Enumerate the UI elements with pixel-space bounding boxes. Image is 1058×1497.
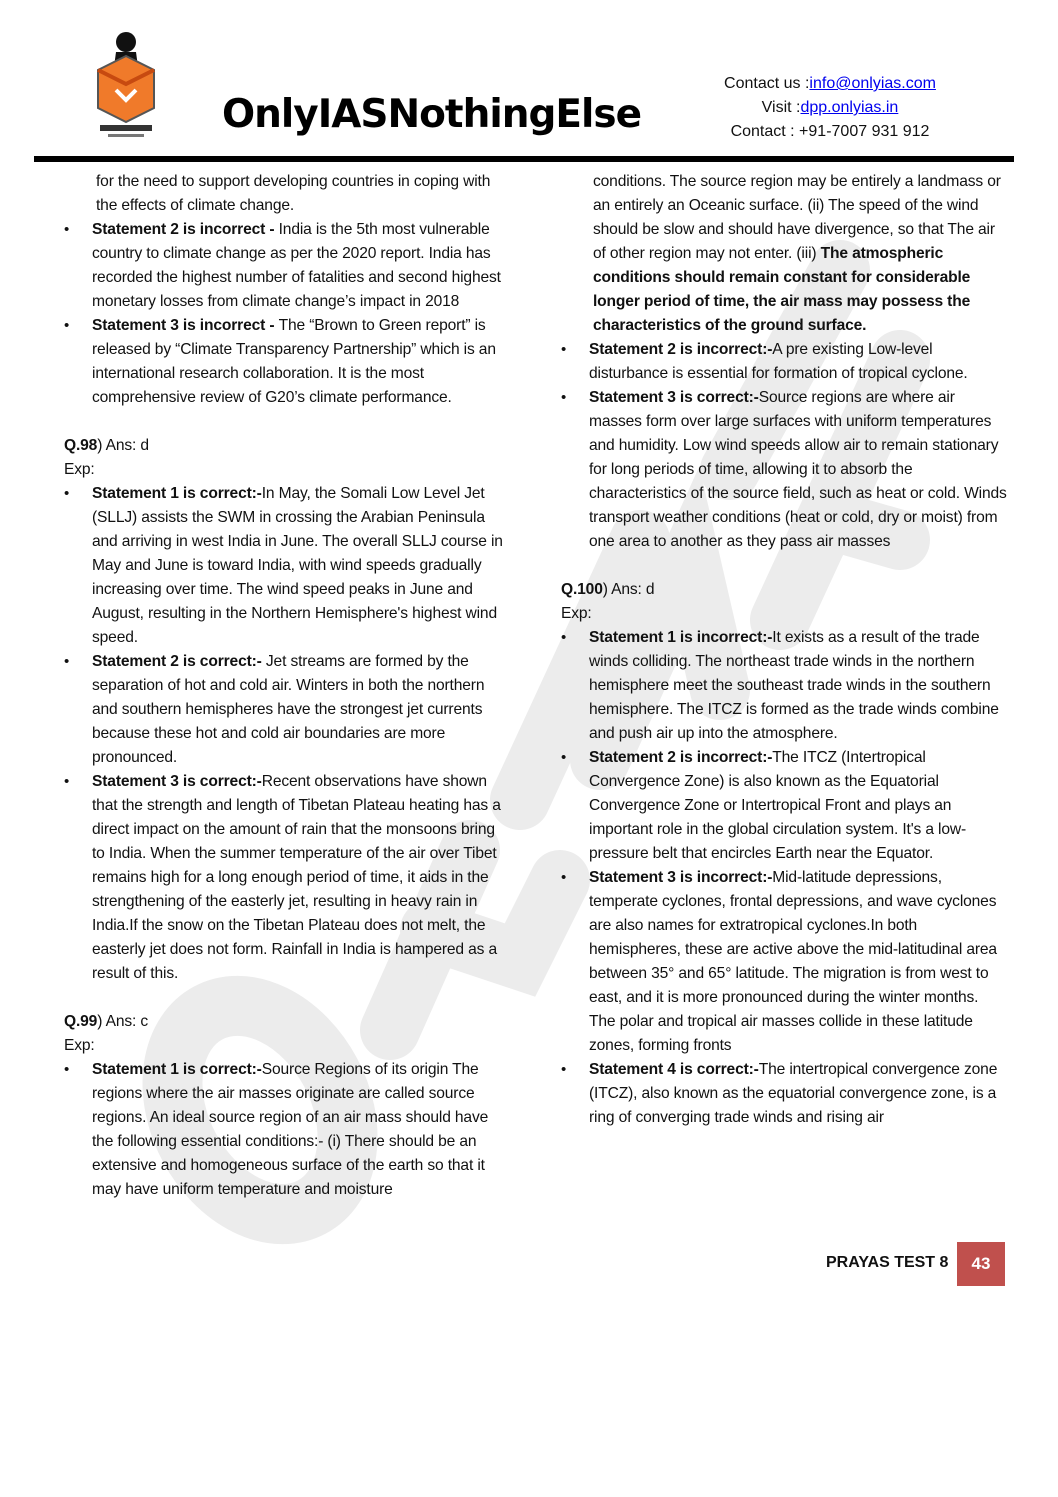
list-item: • Statement 1 is correct:-In May, the Somali Low Level Jet (SLLJ) assists the SWM in crossing the Arabian Peninsula and arriving in west India in June. The overall SLLJ course in May and June is toward India, with wind speeds gradually increasing over time. The wind speed peaks in June and August, resulting in the Northern Hemisphere's highest wind speed. [64, 482, 504, 650]
right-section-1 [561, 170, 1007, 554]
answer-line: Q.99) Ans: c [64, 1013, 149, 1030]
list-item: • Statement 3 is incorrect:-Mid-latitude depressions, temperate cyclones, frontal depressions, and wave cyclones are also names for extratropical cyclones.In both hemispheres, these are active above the mid-latitudinal area between 35° and 65° latitude. The migration is from west to east, and it is more pronounced during the winter months. The polar and tropical air masses collide in these latitude zones, forming fronts [561, 866, 1007, 1058]
question-98 [64, 434, 504, 986]
exp-label: Exp: [64, 461, 95, 478]
answer-line: Q.98) Ans: d [64, 437, 149, 454]
header-divider [34, 156, 1014, 162]
paragraph: for the need to support developing countries in coping with the effects of climate change. [96, 173, 491, 214]
list-item: • Statement 1 is incorrect:-It exists as a result of the trade winds colliding. The northeast trade winds in the northern hemisphere meet the southeast trade winds in the southern hemisphere. The ITCZ is formed as the trade winds combine and push air up into the atmosphere. [561, 626, 1007, 746]
left-section-1 [64, 170, 504, 410]
phone: Contact : +91-7007 931 912 [730, 123, 930, 140]
right-column [561, 170, 1007, 1130]
paragraph: conditions. The source region may be entirely a landmass or an entirely an Oceanic surface. (ii) The speed of the wind should be slow and should have divergence, so that The air of other region may not enter. (iii) The atmospheric conditions should remain constant for considerable longer period of time, the air mass may possess the characteristics of the ground surface. [593, 173, 1001, 334]
page-footer [0, 1242, 1058, 1302]
contact-label: Contact us : [724, 75, 810, 92]
list-item: • Statement 2 is correct:- Jet streams are formed by the separation of hot and cold air. Winters in both the northern and southern hemispheres have the strongest jet currents because these hot and cold air boundaries are more pronounced. [64, 650, 504, 770]
question-99 [64, 1010, 504, 1202]
list-item: • Statement 4 is correct:-The intertropical convergence zone (ITCZ), also known as the equatorial convergence zone, is a ring of converging trade winds and rising air [561, 1058, 1007, 1130]
list-item: • Statement 2 is incorrect:-The ITCZ (Intertropical Convergence Zone) is also known as the Equatorial Convergence Zone or Intertropical Front and plays an important role in the global circulation system. It's a low-pressure belt that encircles Earth near the Equator. [561, 746, 1007, 866]
list-item: • Statement 3 is correct:-Source regions are where air masses form over large surfaces with uniform temperatures and humidity. Low wind speeds allow air to remain stationary for long periods of time, allowing it to absorb the characteristics of the source field, such as heat or cold. Winds transport weather conditions (heat or cold, dry or moist) from one area to another as they pass air masses [561, 386, 1007, 554]
visit-label: Visit : [761, 99, 801, 116]
list-item: • Statement 1 is correct:-Source Regions of its origin The regions where the air masses originate are called source regions. An ideal source region of an air mass should have the following essential conditions:- (i) There should be an extensive and homogeneous surface of the earth so that it may have uniform temperature and moisture [64, 1058, 504, 1202]
test-name: PRAYAS TEST 8 [826, 1254, 949, 1271]
website-link[interactable]: dpp.onlyias.in [800, 99, 899, 116]
page-header [0, 0, 1058, 170]
onlyias-logo [92, 30, 164, 140]
question-100 [561, 578, 1007, 1130]
brand-title: OnlyIASNothingElse [222, 92, 642, 137]
email-link[interactable]: info@onlyias.com [809, 75, 936, 92]
list-item: • Statement 3 is incorrect - The “Brown to Green report” is released by “Climate Transparency Partnership” which is an international research collaboration. It is the most comprehensive review of G20’s climate performance. [64, 314, 504, 410]
list-item: • Statement 2 is incorrect - India is the 5th most vulnerable country to climate change as per the 2020 report. India has recorded the highest number of fatalities and second highest monetary losses from climate change’s impact in 2018 [64, 218, 504, 314]
contact-block [690, 72, 970, 144]
exp-label: Exp: [64, 1037, 95, 1054]
list-item: • Statement 2 is incorrect:-A pre existing Low-level disturbance is essential for formation of tropical cyclone. [561, 338, 1007, 386]
exp-label: Exp: [561, 605, 592, 622]
page-number: 43 [957, 1242, 1005, 1286]
answer-line: Q.100) Ans: d [561, 581, 655, 598]
two-column-body [0, 170, 1058, 1202]
list-item: • Statement 3 is correct:-Recent observations have shown that the strength and length of Tibetan Plateau heating has a direct impact on the amount of rain that the monsoons bring to India. When the summer temperature of the air over Tibet remains high for a long enough period of time, it aids in the strengthening of the easterly jet, resulting in heavy rain in India.If the snow on the Tibetan Plateau does not melt, the easterly jet does not form. Rainfall in India is hampered as a result of this. [64, 770, 504, 986]
left-column [64, 170, 504, 1202]
